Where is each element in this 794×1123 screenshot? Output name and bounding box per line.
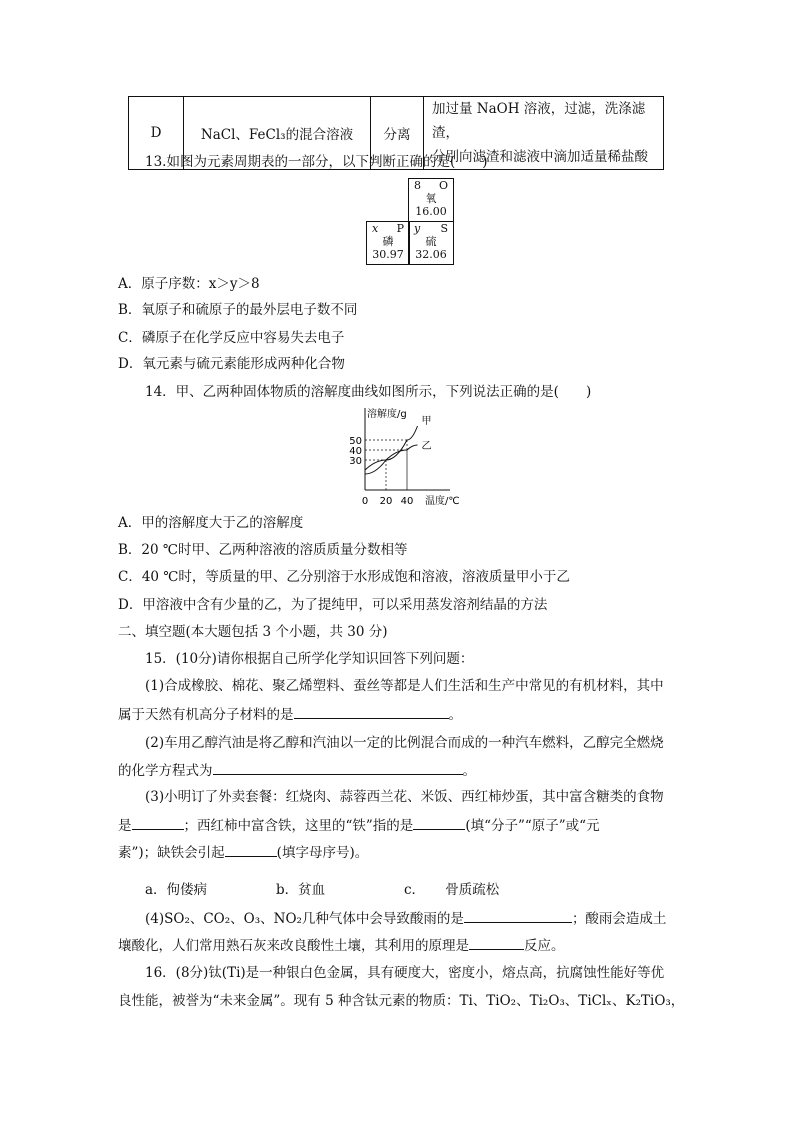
series-label: 乙 — [421, 441, 432, 452]
q15-p2-line1: (2)车用乙醇汽油是将乙醇和汽油以一定的比例混合而成的一种汽车燃料，乙醇完全燃烧 — [145, 735, 664, 751]
q15-p1-line2: 属于天然有机高分子材料的是 。 — [118, 704, 462, 725]
q15-p4-text: 壤酸化，人们常用熟石灰来改良酸性土壤，其利用的原理是 — [118, 938, 469, 954]
steps-line-2: 分别向滤渣和滤液中滴加适量稀盐酸 — [432, 149, 648, 165]
q15-p1-text: 属于天然有机高分子材料的是 — [118, 707, 294, 723]
periodic-cell-sulfur — [408, 221, 454, 265]
q15-p2-text: 的化学方程式为 — [118, 763, 213, 779]
q15-stem: 15．(10分)请你根据自己所学化学知识回答下列问题： — [145, 651, 474, 667]
q16-line2: 良性能，被誉为“未来金属”。现有 5 种含钛元素的物质：Ti、TiO₂、Ti₂O₃、TiClₓ、K₂TiO₃， — [118, 993, 685, 1009]
answer-blank[interactable] — [225, 842, 277, 857]
cell-symbol: S — [440, 222, 448, 235]
cell-name: 磷 — [382, 235, 394, 248]
method-cell: 分离 — [371, 97, 424, 170]
periodic-cell-phosphorus — [366, 221, 410, 265]
answer-blank[interactable] — [464, 908, 572, 923]
q15-p3-line2 — [118, 815, 600, 836]
q16-line1: 16．(8分)钛(Ti)是一种银白色金属，具有硬度大，密度小，熔点高，抗腐蚀性能好等优 — [145, 965, 665, 981]
q13-option-a: A．原子序数：x＞y＞8 — [118, 276, 260, 292]
q15-p2-line2: 的化学方程式为 。 — [118, 760, 476, 781]
q14-option-d: D．甲溶液中含有少量的乙，为了提纯甲，可以采用蒸发溶剂结晶的方法 — [118, 597, 548, 613]
cell-symbol: P — [396, 222, 404, 235]
cell-mass: 30.97 — [372, 248, 404, 261]
q15-p4-line2 — [118, 935, 565, 956]
q14-option-b: B．20 ℃时甲、乙两种溶液的溶质质量分数相等 — [118, 542, 408, 558]
x-tick-label: 40 — [400, 496, 414, 507]
q15-p4-text: 反应。 — [524, 938, 565, 954]
answer-blank[interactable] — [413, 815, 465, 830]
cell-symbol: O — [438, 179, 448, 192]
section-heading: 二、填空题(本大题包括 3 个小题，共 30 分) — [118, 624, 388, 640]
answer-blank[interactable] — [469, 935, 524, 950]
cell-mass: 32.06 — [415, 248, 447, 261]
q15-p3-text: 是 — [118, 818, 132, 834]
q14-stem: 14．甲、乙两种固体物质的溶解度曲线如图所示，下列说法正确的是( ) — [145, 384, 592, 400]
q15-p3-line1: (3)小明订了外卖套餐：红烧肉、蒜蓉西兰花、米饭、西红柿炒蛋，其中富含糖类的食物 — [145, 789, 664, 805]
y-axis-label: 溶解度/g — [367, 409, 407, 420]
answer-blank[interactable] — [132, 815, 184, 830]
q15-p4-text: (4)SO₂、CO₂、O₃、NO₂几种气体中会导致酸雨的是 — [145, 911, 464, 927]
solubility-chart — [340, 405, 480, 510]
cell-name: 氧 — [425, 192, 437, 205]
periodic-cell-oxygen — [408, 178, 454, 222]
q14-option-a: A．甲的溶解度大于乙的溶解度 — [118, 515, 304, 531]
x-tick-label: 20 — [379, 496, 393, 507]
cell-mass: 16.00 — [415, 205, 447, 218]
series-line-1 — [365, 426, 418, 474]
q15-p3-text: ；西红柿中富含铁，这里的“铁”指的是 — [183, 818, 414, 834]
cell-name: 硫 — [425, 235, 437, 248]
cell-number: y — [414, 222, 421, 235]
steps-line-1: 加过量 NaOH 溶液，过滤，洗涤滤渣， — [432, 101, 646, 141]
q15-p3-text: (填“分子”“原子”或“元 — [465, 818, 600, 834]
q15-p1-line1: (1)合成橡胶、棉花、聚乙烯塑料、蚕丝等都是人们生活和生产中常见的有机材料，其中 — [145, 678, 664, 694]
q13-option-b: B．氧原子和硫原子的最外层电子数不同 — [118, 302, 358, 318]
x-tick-label: 0 — [361, 496, 369, 507]
q14-option-c: C．40 ℃时，等质量的甲、乙分别溶于水形成饱和溶液，溶液质量甲小于乙 — [118, 569, 570, 585]
q15-p4-text: ；酸雨会造成土 — [571, 911, 667, 927]
q15-p3-text: (填字母序号)。 — [276, 845, 369, 861]
q15-p3-text: 素”)；缺铁会引起 — [118, 845, 225, 861]
mixture-cell: NaCl、FeCl₃的混合溶液 — [184, 97, 371, 170]
row-letter: D — [129, 97, 184, 170]
y-tick-label: 40 — [349, 446, 362, 457]
q15-choice-b: b．贫血 — [276, 882, 326, 898]
q15-choice-c: c． 骨质疏松 — [404, 882, 500, 898]
q13-option-d: D．氧元素与硫元素能形成两种化合物 — [118, 356, 345, 372]
cell-number: x — [372, 222, 379, 235]
q15-choice-a: a．佝偻病 — [145, 882, 208, 898]
cell-number: 8 — [414, 179, 421, 192]
y-tick-label: 50 — [349, 436, 362, 447]
y-tick-label: 30 — [349, 456, 362, 467]
q15-p3-line3 — [118, 842, 368, 863]
answer-blank[interactable] — [213, 760, 463, 775]
x-axis-label: 温度/℃ — [425, 496, 460, 507]
q13-stem: 13.如图为元素周期表的一部分，以下判断正确的是( ) — [145, 154, 488, 170]
series-line-2 — [365, 445, 418, 470]
q13-option-c: C．磷原子在化学反应中容易失去电子 — [118, 330, 345, 346]
q15-p4-line1 — [145, 908, 666, 929]
series-label: 甲 — [421, 416, 432, 427]
answer-blank[interactable] — [294, 704, 449, 719]
